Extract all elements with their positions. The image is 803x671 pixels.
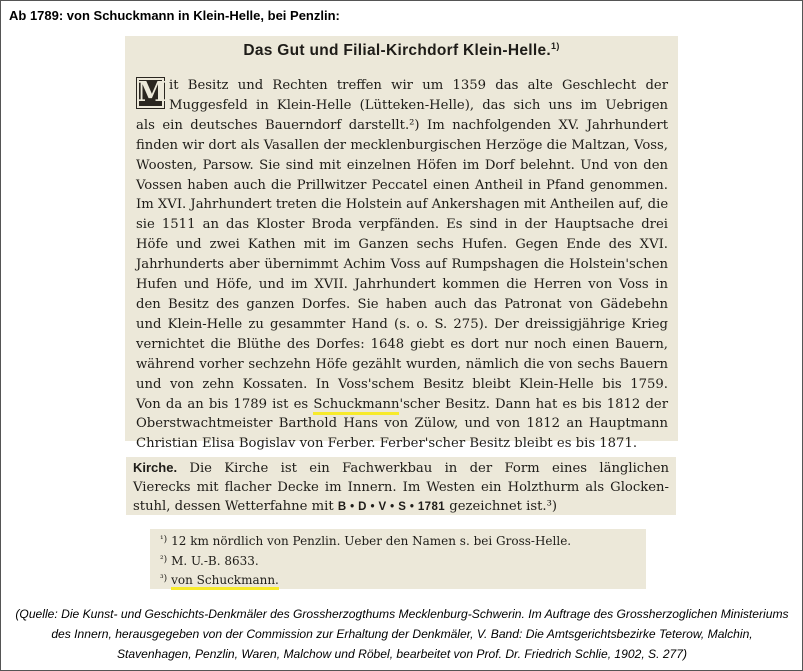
text-line: finden wir dort als Vasallen der mecklenburgischen Herzöge die Maltzan, Voss, <box>136 137 668 153</box>
footnote-item <box>160 570 642 590</box>
text-line: Vossen haben auch die Prillwitzer Peccatel einen Antheil in Pfand genommen. <box>136 177 668 193</box>
excerpt-body <box>136 76 668 454</box>
footnote-text: M. U.-B. 8633. <box>171 553 259 568</box>
footnotes-scan-excerpt <box>150 529 646 589</box>
kirche-line: Vierecks mit flacher Decke im Innern. Im Westen ein Holzthurm als Glocken- <box>133 480 669 495</box>
text-line-schuckmann <box>136 395 668 415</box>
page-header: Ab 1789: von Schuckmann in Klein-Helle, bei Penzlin: <box>9 8 340 23</box>
text-line: Im XVI. Jahrhundert treten die Holstein auf Ankershagen mit Antheilen auf, die <box>136 197 669 213</box>
text-line: den Besitz des ganzen Dorfes. Sie haben auch das Patronat von Gädebehn <box>136 296 668 312</box>
excerpt-title <box>125 41 678 60</box>
text-segment: Von da an bis 1789 ist es <box>136 396 314 412</box>
footnote-number: ¹) <box>160 535 168 545</box>
footnote-text-highlighted: von Schuckmann. <box>171 573 279 590</box>
text-line: Hufen und Höfe, und im XVII. Jahrhundert kommen die Herren von Voss in <box>136 277 668 293</box>
highlighted-name-schuckmann: Schuckmann <box>313 397 399 415</box>
footnote-text: 12 km nördlich von Penzlin. Ueber den Namen s. bei Gross-Helle. <box>171 534 572 548</box>
text-line: Muggesfeld in Klein-Helle (Lütteken-Helle), das sich uns im Uebrigen <box>169 97 668 113</box>
kirche-line <box>133 497 669 517</box>
text-line: Höfe und zwei Kathen mit im Ganzen sechs Hufen. Gegen Ende des XVI. <box>136 237 668 253</box>
text-segment: 'scher Besitz. Dann hat es bis 1812 der <box>399 396 668 412</box>
text-segment: Die Kirche ist ein Fachwerkbau in der Form eines länglichen <box>177 461 669 476</box>
kirche-body <box>133 458 669 517</box>
text-line: vernichtet die Blüthe des Dorfes: 1648 giebt es dort nur noch einen Bauern, <box>136 336 668 352</box>
weathervane-inscription: B • D • V • S • 1781 <box>337 501 446 513</box>
text-line: it Besitz und Rechten treffen wir um 1359 das alte Geschlecht der <box>169 78 668 93</box>
text-segment: stuhl, dessen Wetterfahne mit <box>133 499 338 514</box>
text-line: Jahrhunderts aber übernimmt Achim Voss auf Rumpshagen die Holstein'schen <box>136 257 668 273</box>
kirche-scan-excerpt <box>126 457 676 515</box>
text-line: sie 1511 an das Kloster Broda verpfänden. Es sind in der Hauptsache drei <box>136 217 668 233</box>
text-segment: gezeichnet ist.³) <box>445 499 558 514</box>
footnotes-list <box>160 531 642 590</box>
footnote-number: ²) <box>160 554 168 565</box>
footnote-item <box>160 531 642 551</box>
text-line: Woosten, Parsow. Sie sind mit einzelnen Höfen im Dorf belehnt. Und von den <box>136 157 668 173</box>
dropcap-letter: M <box>137 77 167 108</box>
source-caption: (Quelle: Die Kunst- und Geschichts-Denkmäler des Grossherzogthums Mecklenburg-Schwerin. Im Auftrage des Grossherzoglichen Ministeriums des Innern, herausgegeben von der Commission zur Erhaltung der Denkmäler, V. Band: Die Amtsgerichtsbezirke Teterow, Malchin, Stavenhagen, Penzlin, Waren, Malchow und Röbel, bearbeitet von Prof. Dr. Friedrich Schlie, 1902, S. 277) <box>15 607 789 661</box>
main-scan-excerpt <box>125 36 678 452</box>
kirche-label: Kirche. <box>133 460 178 475</box>
text-line: während vorher sechzehn Höfe gezählt wurden, nämlich die von sechs Bauern <box>136 356 668 372</box>
excerpt-title-text: Das Gut und Filial-Kirchdorf Klein-Helle. <box>243 42 552 60</box>
text-line: Oberstwachtmeister Barthold Hans von Zülow, und von 1812 an Hauptmann <box>136 416 668 432</box>
text-line: Christian Elisa Bogislav von Ferber. Ferber'scher Besitz bleibt es bis 1871. <box>136 436 638 452</box>
footnote-item <box>160 551 642 571</box>
footnote-number: ³) <box>160 574 168 584</box>
excerpt-title-footnote-ref: 1) <box>551 41 560 51</box>
kirche-line <box>133 458 669 478</box>
text-line: als ein deutsches Bauerndorf darstellt.²) Im nachfolgenden XV. Jahrhundert <box>136 117 668 133</box>
text-line: und von zehn Kossaten. In Voss'schem Besitz bleibt Klein-Helle bis 1759. <box>136 376 668 392</box>
text-line: und Klein-Helle zu gesammter Hand (s. o. S. 275). Der dreissigjährige Krieg <box>136 316 668 332</box>
